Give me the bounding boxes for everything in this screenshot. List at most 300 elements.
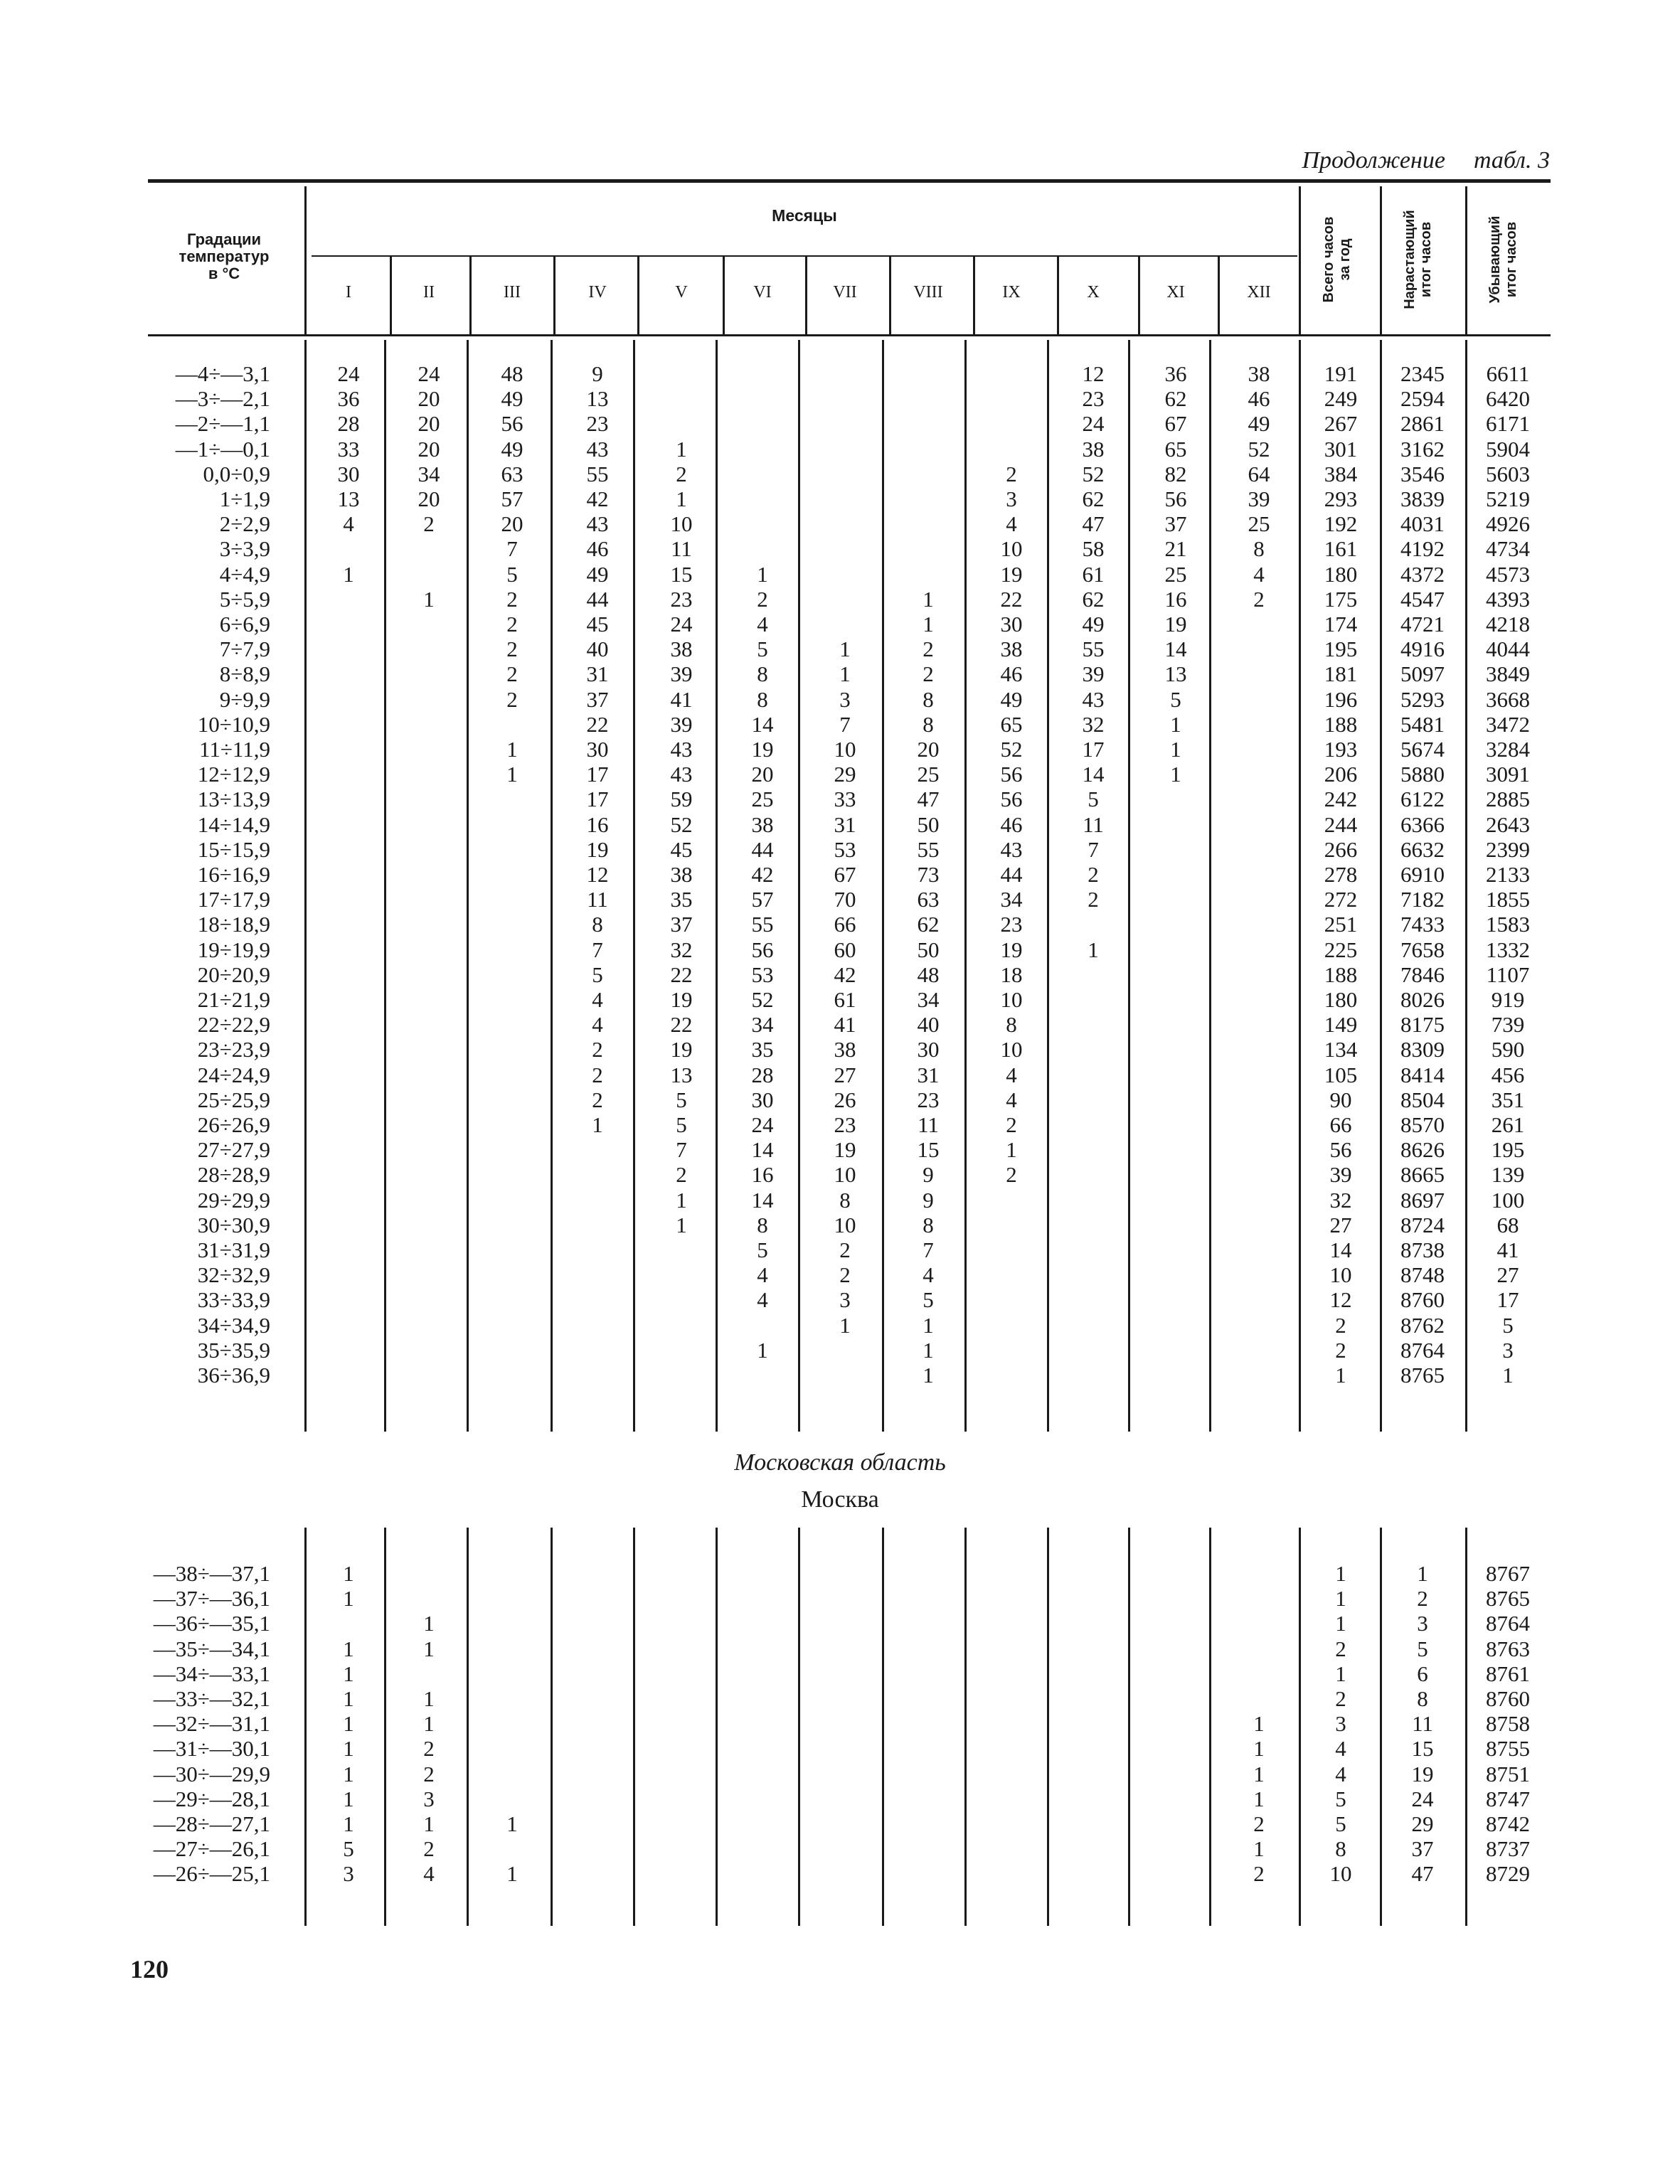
month-hours-cell: 50 xyxy=(917,811,940,837)
month-hours-cell: 37 xyxy=(586,686,609,712)
cumulative-hours-cell: 4916 xyxy=(1400,636,1445,662)
page-number: 120 xyxy=(130,1955,169,1983)
month-hours-cell: 9 xyxy=(923,1187,934,1213)
month-hours-cell: 5 xyxy=(1170,686,1181,712)
month-hours-cell: 19 xyxy=(1164,612,1187,636)
month-hours-cell: 63 xyxy=(917,887,940,912)
cumulative-hours-cell: 5 xyxy=(1417,1636,1428,1661)
month-hours-cell: 2 xyxy=(592,1087,603,1112)
total-hours-cell: 14 xyxy=(1329,1237,1352,1262)
table-row xyxy=(0,812,1680,837)
month-hours-cell: 39 xyxy=(1082,661,1105,687)
total-hours-cell: 4 xyxy=(1335,1761,1346,1786)
temperature-gradation: 15÷15,9 xyxy=(197,836,270,862)
cumulative-hours-cell: 8748 xyxy=(1400,1262,1445,1288)
month-hours-cell: 49 xyxy=(1248,411,1270,437)
total-hours-cell: 4 xyxy=(1335,1736,1346,1762)
temperature-gradation: —31÷—30,1 xyxy=(153,1736,270,1762)
decreasing-hours-cell: 5 xyxy=(1502,1312,1514,1338)
month-hours-cell: 21 xyxy=(1164,536,1187,562)
month-hours-cell: 20 xyxy=(751,762,774,787)
total-hours-cell: 175 xyxy=(1324,586,1358,612)
month-hours-cell: 38 xyxy=(1248,361,1270,386)
total-hours-cell: 181 xyxy=(1324,661,1358,687)
month-hours-cell: 1 xyxy=(343,1786,354,1811)
cumulative-hours-cell: 4192 xyxy=(1400,536,1445,562)
month-hours-cell: 44 xyxy=(751,836,774,862)
month-hours-cell: 11 xyxy=(671,536,692,562)
cumulative-hours-cell: 47 xyxy=(1411,1861,1434,1887)
month-hours-cell: 1 xyxy=(343,1661,354,1686)
total-hours-cell: 196 xyxy=(1324,686,1358,712)
month-hours-cell: 55 xyxy=(917,836,940,862)
header-column-rule xyxy=(973,255,975,334)
month-hours-cell: 7 xyxy=(592,937,603,962)
cumulative-hours-cell: 6632 xyxy=(1400,836,1445,862)
total-hours-cell: 66 xyxy=(1329,1112,1352,1137)
month-hours-cell: 1 xyxy=(676,486,687,511)
total-hours-cell: 188 xyxy=(1324,962,1358,987)
decreasing-hours-cell: 351 xyxy=(1491,1087,1525,1112)
total-hours-cell: 10 xyxy=(1329,1262,1352,1288)
total-hours-header-line: за год xyxy=(1337,238,1353,281)
table-row xyxy=(0,1062,1680,1087)
month-hours-cell: 36 xyxy=(1164,361,1187,386)
month-hours-cell: 1 xyxy=(343,1711,354,1737)
month-hours-cell: 15 xyxy=(917,1137,940,1163)
table-row xyxy=(0,1237,1680,1262)
month-hours-cell: 2 xyxy=(506,661,518,687)
temperature-gradation: 32÷32,9 xyxy=(197,1262,270,1288)
temperature-gradation: 36÷36,9 xyxy=(197,1363,270,1387)
month-hours-cell: 5 xyxy=(757,1237,768,1262)
month-hours-cell: 55 xyxy=(751,912,774,937)
cumulative-hours-cell: 5293 xyxy=(1400,686,1445,712)
month-hours-cell: 5 xyxy=(676,1112,687,1137)
month-hours-cell: 10 xyxy=(1000,987,1023,1012)
month-hours-cell: 7 xyxy=(1088,836,1099,862)
cumulative-hours-cell: 8414 xyxy=(1400,1062,1445,1087)
month-hours-cell: 4 xyxy=(1253,561,1265,587)
month-hours-cell: 41 xyxy=(834,1012,856,1038)
total-hours-cell: 188 xyxy=(1324,711,1358,737)
total-hours-cell: 206 xyxy=(1324,762,1358,787)
table-row xyxy=(0,762,1680,787)
month-hours-cell: 52 xyxy=(751,987,774,1012)
month-hours-cell: 2 xyxy=(923,661,934,687)
total-hours-cell: 2 xyxy=(1335,1636,1346,1661)
temperature-gradation: —27÷—26,1 xyxy=(153,1836,270,1862)
month-hours-cell: 27 xyxy=(834,1062,856,1087)
temperature-gradation: 2÷2,9 xyxy=(219,511,270,537)
cumulative-hours-cell: 7658 xyxy=(1400,937,1445,962)
cumulative-hours-cell: 8764 xyxy=(1400,1337,1445,1363)
temperature-gradation: —33÷—32,1 xyxy=(153,1686,270,1711)
decreasing-hours-cell: 139 xyxy=(1491,1162,1525,1188)
month-hours-cell: 16 xyxy=(1164,586,1187,612)
month-hours-cell: 62 xyxy=(1082,486,1105,511)
month-hours-cell: 12 xyxy=(1082,361,1105,386)
table-row xyxy=(0,386,1680,411)
month-hours-cell: 1 xyxy=(423,1636,435,1661)
total-hours-cell: 244 xyxy=(1324,811,1358,837)
temperature-gradation: —34÷—33,1 xyxy=(153,1661,270,1686)
month-hours-cell: 2 xyxy=(592,1037,603,1062)
temperature-gradation: —3÷—2,1 xyxy=(175,386,270,412)
table-row xyxy=(0,1836,1680,1861)
month-hours-cell: 19 xyxy=(1000,561,1023,587)
decreasing-hours-cell: 2643 xyxy=(1486,811,1530,837)
month-hours-cell: 1 xyxy=(1253,1786,1265,1811)
cumulative-hours-cell: 8309 xyxy=(1400,1037,1445,1062)
month-hours-cell: 2 xyxy=(423,1761,435,1786)
month-hours-cell: 30 xyxy=(1000,612,1023,636)
month-hours-cell: 49 xyxy=(586,561,609,587)
decreasing-hours-cell: 5219 xyxy=(1486,486,1530,511)
month-hours-cell: 62 xyxy=(1164,386,1187,412)
month-hours-cell: 44 xyxy=(586,586,609,612)
temperature-gradation: 25÷25,9 xyxy=(197,1087,270,1112)
month-hours-cell: 55 xyxy=(1082,636,1105,662)
temperature-gradation: —37÷—36,1 xyxy=(153,1586,270,1612)
cumulative-hours-cell: 2861 xyxy=(1400,411,1445,437)
month-hours-cell: 4 xyxy=(757,1262,768,1288)
month-hours-cell: 19 xyxy=(834,1137,856,1163)
total-hours-cell: 32 xyxy=(1329,1187,1352,1213)
decreasing-hours-cell: 8737 xyxy=(1486,1836,1530,1862)
month-hours-cell: 23 xyxy=(586,411,609,437)
month-hours-cell: 8 xyxy=(757,686,768,712)
header-column-rule xyxy=(1380,186,1382,334)
table-row xyxy=(0,587,1680,612)
month-hours-cell: 8 xyxy=(1006,1012,1017,1038)
month-hours-cell: 8 xyxy=(1253,536,1265,562)
total-hours-cell: 301 xyxy=(1324,436,1358,462)
city-title: Москва xyxy=(801,1486,879,1513)
table-row xyxy=(0,1561,1680,1586)
temperature-gradation: 1÷1,9 xyxy=(219,486,270,511)
total-hours-header xyxy=(1299,186,1376,332)
month-hours-cell: 19 xyxy=(751,737,774,762)
month-hours-cell: 67 xyxy=(834,862,856,887)
decreasing-hours-cell: 195 xyxy=(1491,1137,1525,1163)
month-hours-cell: 37 xyxy=(1164,511,1187,537)
month-hours-cell: 48 xyxy=(501,361,523,386)
temperature-gradation: 5÷5,9 xyxy=(219,586,270,612)
header-column-rule xyxy=(889,255,891,334)
total-hours-cell: 1 xyxy=(1335,1363,1346,1387)
temperature-gradation: 19÷19,9 xyxy=(197,937,270,962)
cumulative-hours-cell: 4721 xyxy=(1400,612,1445,636)
table-row xyxy=(0,1762,1680,1786)
decreasing-hours-cell: 2399 xyxy=(1486,836,1530,862)
month-header: II xyxy=(423,283,435,302)
decreasing-hours-cell: 5603 xyxy=(1486,461,1530,486)
table-row xyxy=(0,1811,1680,1836)
month-hours-cell: 1 xyxy=(1088,937,1099,962)
continuation-title xyxy=(1302,147,1550,174)
decreasing-hours-cell: 1583 xyxy=(1486,912,1530,937)
month-hours-cell: 1 xyxy=(676,1187,687,1213)
month-hours-cell: 8 xyxy=(757,661,768,687)
table-row xyxy=(0,862,1680,887)
month-hours-cell: 2 xyxy=(506,586,518,612)
table-row xyxy=(0,437,1680,462)
continuation-label: Продолжение xyxy=(1302,147,1445,174)
month-hours-cell: 24 xyxy=(1082,411,1105,437)
month-hours-cell: 38 xyxy=(670,636,693,662)
month-hours-cell: 1 xyxy=(839,636,851,662)
month-hours-cell: 2 xyxy=(1088,862,1099,887)
table-row xyxy=(0,1037,1680,1062)
temperature-gradation: 6÷6,9 xyxy=(219,612,270,636)
total-hours-cell: 195 xyxy=(1324,636,1358,662)
decreasing-hours-cell: 590 xyxy=(1491,1037,1525,1062)
month-hours-cell: 4 xyxy=(423,1861,435,1887)
month-hours-cell: 2 xyxy=(1006,1112,1017,1137)
month-hours-cell: 34 xyxy=(751,1012,774,1038)
month-hours-cell: 25 xyxy=(1164,561,1187,587)
total-hours-cell: 174 xyxy=(1324,612,1358,636)
month-hours-cell: 49 xyxy=(501,436,523,462)
month-hours-cell: 1 xyxy=(423,586,435,612)
decreasing-hours-cell: 8765 xyxy=(1486,1586,1530,1612)
decreasing-hours-cell: 261 xyxy=(1491,1112,1525,1137)
month-hours-cell: 38 xyxy=(834,1037,856,1062)
month-hours-cell: 1 xyxy=(839,1312,851,1338)
month-header: X xyxy=(1087,283,1100,302)
cumulative-hours-cell: 6 xyxy=(1417,1661,1428,1686)
month-hours-cell: 26 xyxy=(834,1087,856,1112)
month-hours-cell: 42 xyxy=(586,486,609,511)
month-hours-cell: 82 xyxy=(1164,461,1187,486)
table-row xyxy=(0,612,1680,636)
month-hours-cell: 2 xyxy=(676,1162,687,1188)
month-hours-cell: 47 xyxy=(917,787,940,812)
total-hours-cell: 272 xyxy=(1324,887,1358,912)
month-hours-cell: 29 xyxy=(834,762,856,787)
decreasing-hours-cell: 6171 xyxy=(1486,411,1530,437)
total-hours-cell: 2 xyxy=(1335,1337,1346,1363)
month-hours-cell: 9 xyxy=(923,1162,934,1188)
total-hours-cell: 384 xyxy=(1324,461,1358,486)
month-hours-cell: 8 xyxy=(923,1212,934,1237)
temperature-gradation: 33÷33,9 xyxy=(197,1287,270,1313)
table-row xyxy=(0,737,1680,762)
month-hours-cell: 61 xyxy=(1082,561,1105,587)
month-hours-cell: 20 xyxy=(917,737,940,762)
temperature-gradation: —28÷—27,1 xyxy=(153,1811,270,1836)
decreasing-hours-cell: 1107 xyxy=(1486,962,1530,987)
month-hours-cell: 5 xyxy=(343,1836,354,1862)
month-hours-cell: 17 xyxy=(1082,737,1105,762)
month-hours-cell: 8 xyxy=(757,1212,768,1237)
decreasing-hours-cell: 3091 xyxy=(1486,762,1530,787)
decreasing-hours-cell: 4734 xyxy=(1486,536,1530,562)
temperature-gradation: 18÷18,9 xyxy=(197,912,270,937)
decreasing-hours-cell: 919 xyxy=(1491,987,1525,1012)
month-hours-cell: 10 xyxy=(1000,1037,1023,1062)
table-row xyxy=(0,787,1680,811)
decreasing-hours-cell: 1332 xyxy=(1486,937,1530,962)
month-hours-cell: 13 xyxy=(670,1062,693,1087)
cumulative-hours-cell: 29 xyxy=(1411,1811,1434,1836)
total-hours-cell: 191 xyxy=(1324,361,1358,386)
cumulative-hours-cell: 8504 xyxy=(1400,1087,1445,1112)
table-row xyxy=(0,1611,1680,1636)
month-hours-cell: 53 xyxy=(834,836,856,862)
table-row xyxy=(0,712,1680,737)
cumulative-hours-cell: 4547 xyxy=(1400,586,1445,612)
total-hours-cell: 149 xyxy=(1324,1012,1358,1038)
month-hours-cell: 2 xyxy=(506,686,518,712)
month-hours-cell: 46 xyxy=(1000,661,1023,687)
month-hours-cell: 62 xyxy=(1082,586,1105,612)
cumulative-hours-cell: 3839 xyxy=(1400,486,1445,511)
decreasing-hours-cell: 100 xyxy=(1491,1187,1525,1213)
table-row xyxy=(0,536,1680,561)
header-column-rule xyxy=(805,255,807,334)
total-hours-cell: 1 xyxy=(1335,1561,1346,1586)
table-row xyxy=(0,1786,1680,1811)
month-hours-cell: 31 xyxy=(917,1062,940,1087)
month-hours-cell: 66 xyxy=(834,912,856,937)
table-row xyxy=(0,1137,1680,1162)
month-hours-cell: 1 xyxy=(923,1337,934,1363)
decreasing-hours-cell: 8755 xyxy=(1486,1736,1530,1762)
cumulative-hours-header-line: Нарастающий xyxy=(1402,209,1418,309)
temperature-gradation: 9÷9,9 xyxy=(219,686,270,712)
month-hours-cell: 7 xyxy=(839,711,851,737)
total-hours-cell: 12 xyxy=(1329,1287,1352,1313)
month-hours-cell: 49 xyxy=(501,386,523,412)
month-hours-cell: 25 xyxy=(1248,511,1270,537)
month-hours-cell: 46 xyxy=(586,536,609,562)
header-column-rule xyxy=(1465,186,1467,334)
total-hours-cell: 251 xyxy=(1324,912,1358,937)
month-hours-cell: 30 xyxy=(586,737,609,762)
cumulative-hours-cell: 24 xyxy=(1411,1786,1434,1811)
month-hours-cell: 1 xyxy=(676,1212,687,1237)
table-row xyxy=(0,1287,1680,1312)
header-column-rule xyxy=(469,255,472,334)
month-hours-cell: 4 xyxy=(343,511,354,537)
month-hours-cell: 34 xyxy=(917,987,940,1012)
month-hours-cell: 44 xyxy=(1000,862,1023,887)
month-hours-cell: 4 xyxy=(757,1287,768,1313)
temperature-gradation: —4÷—3,1 xyxy=(175,361,270,386)
month-hours-cell: 1 xyxy=(923,1363,934,1387)
cumulative-hours-cell: 3546 xyxy=(1400,461,1445,486)
temperature-gradation: 28÷28,9 xyxy=(197,1162,270,1188)
cumulative-hours-cell: 8765 xyxy=(1400,1363,1445,1387)
table-row xyxy=(0,1363,1680,1387)
month-hours-cell: 43 xyxy=(586,511,609,537)
month-hours-cell: 56 xyxy=(751,937,774,962)
month-hours-cell: 63 xyxy=(501,461,523,486)
month-hours-cell: 25 xyxy=(751,787,774,812)
month-hours-cell: 18 xyxy=(1000,962,1023,987)
decreasing-hours-header xyxy=(1465,186,1542,332)
total-hours-cell: 161 xyxy=(1324,536,1358,562)
header-column-rule xyxy=(1299,186,1301,334)
month-hours-cell: 23 xyxy=(1082,386,1105,412)
table-row xyxy=(0,636,1680,661)
total-hours-cell: 180 xyxy=(1324,561,1358,587)
month-hours-cell: 58 xyxy=(1082,536,1105,562)
cumulative-hours-cell: 7433 xyxy=(1400,912,1445,937)
month-hours-cell: 23 xyxy=(1000,912,1023,937)
cumulative-hours-cell: 8697 xyxy=(1400,1187,1445,1213)
month-hours-cell: 56 xyxy=(501,411,523,437)
gradations-header xyxy=(148,231,300,282)
month-hours-cell: 65 xyxy=(1000,711,1023,737)
month-header: IX xyxy=(1002,283,1021,302)
month-hours-cell: 4 xyxy=(1006,511,1017,537)
table-row xyxy=(0,987,1680,1012)
month-hours-cell: 30 xyxy=(917,1037,940,1062)
month-header: VI xyxy=(753,283,772,302)
month-hours-cell: 8 xyxy=(839,1187,851,1213)
month-hours-cell: 38 xyxy=(670,862,693,887)
month-hours-cell: 1 xyxy=(757,561,768,587)
table-row xyxy=(0,486,1680,511)
month-hours-cell: 43 xyxy=(1000,836,1023,862)
month-hours-cell: 35 xyxy=(670,887,693,912)
month-hours-cell: 4 xyxy=(592,987,603,1012)
month-hours-cell: 2 xyxy=(1253,586,1265,612)
month-header: I xyxy=(346,283,351,302)
region-title: Московская область xyxy=(734,1449,946,1476)
month-hours-cell: 64 xyxy=(1248,461,1270,486)
month-hours-cell: 57 xyxy=(501,486,523,511)
cumulative-hours-cell: 2345 xyxy=(1400,361,1445,386)
month-hours-cell: 61 xyxy=(834,987,856,1012)
month-hours-cell: 2 xyxy=(923,636,934,662)
cumulative-hours-cell: 3162 xyxy=(1400,436,1445,462)
cumulative-hours-cell: 8026 xyxy=(1400,987,1445,1012)
table-row xyxy=(0,1012,1680,1037)
month-header: XII xyxy=(1247,283,1271,302)
total-hours-cell: 249 xyxy=(1324,386,1358,412)
month-hours-cell: 8 xyxy=(923,711,934,737)
table-row xyxy=(0,1661,1680,1686)
header-column-rule xyxy=(637,255,639,334)
temperature-gradation: 10÷10,9 xyxy=(197,711,270,737)
temperature-gradation: 7÷7,9 xyxy=(219,636,270,662)
cumulative-hours-cell: 1 xyxy=(1417,1561,1428,1586)
month-hours-cell: 52 xyxy=(1000,737,1023,762)
month-hours-cell: 10 xyxy=(670,511,693,537)
month-hours-cell: 11 xyxy=(918,1112,939,1137)
month-hours-cell: 67 xyxy=(1164,411,1187,437)
total-hours-cell: 8 xyxy=(1335,1836,1346,1862)
header-column-rule xyxy=(1057,255,1059,334)
month-hours-cell: 1 xyxy=(1253,1736,1265,1762)
month-hours-cell: 1 xyxy=(757,1337,768,1363)
month-header: XI xyxy=(1166,283,1185,302)
month-hours-cell: 5 xyxy=(592,962,603,987)
table-row xyxy=(0,1636,1680,1661)
header-column-rule xyxy=(390,255,392,334)
month-hours-cell: 4 xyxy=(592,1012,603,1038)
decreasing-hours-cell: 3472 xyxy=(1486,711,1530,737)
temperature-gradation: 30÷30,9 xyxy=(197,1212,270,1237)
month-hours-cell: 53 xyxy=(751,962,774,987)
table-reference: табл. 3 xyxy=(1473,147,1550,174)
month-header: VIII xyxy=(913,283,943,302)
total-hours-header-line: Всего часов xyxy=(1321,216,1336,302)
